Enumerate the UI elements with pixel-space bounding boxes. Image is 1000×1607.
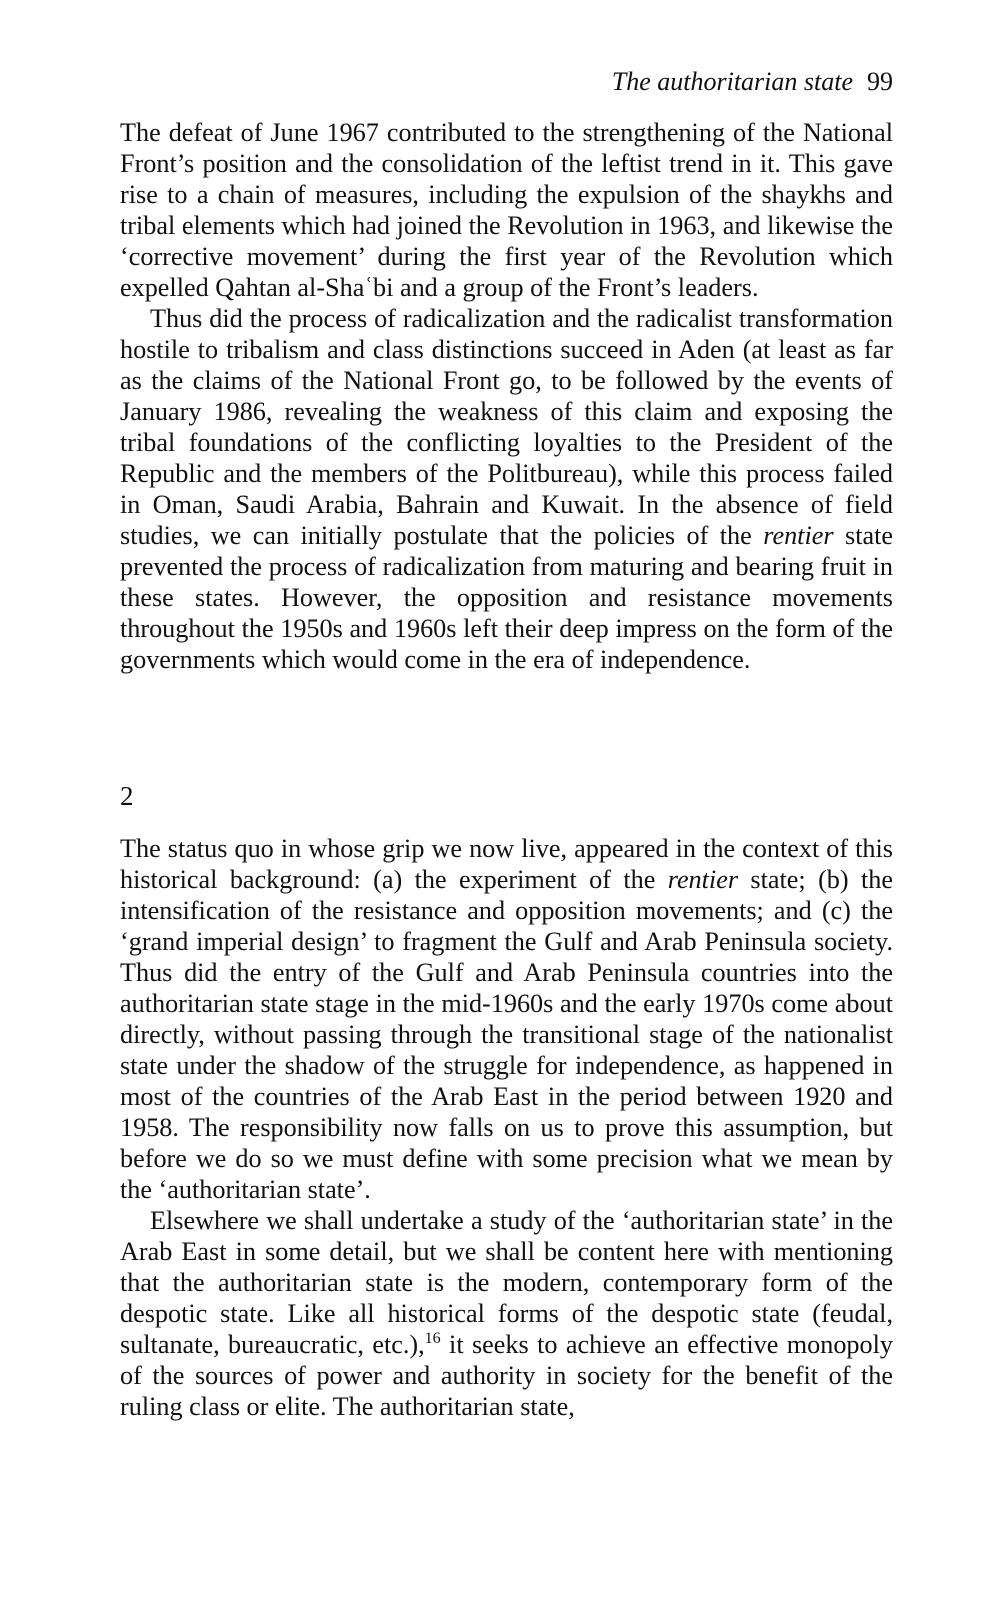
running-header	[120, 66, 893, 98]
text-block-top	[120, 117, 893, 675]
paragraph-text: The defeat of June 1967 contributed to the strengthening of the National Front’s position and the consolidation of the leftist trend in it. This gave rise to a chain of measures, including the expulsion of the shaykhs and tribal elements which had joined the Revolution in 1963, and likewise the ‘corrective movement’ during the first year of the Revolution which expelled Qahtan al-Shaʿbi and a group of the Front’s leaders.	[120, 118, 893, 302]
paragraph	[120, 1205, 893, 1422]
italic-term: rentier	[667, 865, 739, 894]
footnote-reference[interactable]: 16	[424, 1330, 441, 1347]
running-title: The authoritarian state	[611, 67, 853, 96]
page-number: 99	[867, 67, 893, 96]
paragraph-text: it seeks to achieve an effective monopoly of the sources of power and authority in society for the benefit of the ruling class or elite. The authoritarian state,	[120, 1330, 893, 1421]
paragraph-text: Thus did the process of radicalization and the radicalist transformation hostile to tribalism and class distinctions succeed in Aden (at least as far as the claims of the National Front go, to be followed by the events of January 1986, revealing the weakness of this claim and exposing the tribal foundations of the conflicting loyalties to the President of the Republic and the members of the Politbureau), while this process failed in Oman, Saudi Arabia, Bahrain and Kuwait. In the absence of field studies, we can initially postulate that the policies of the	[120, 304, 893, 550]
paragraph	[120, 833, 893, 1205]
paragraph	[120, 117, 893, 303]
paragraph	[120, 303, 893, 675]
section-number: 2	[120, 781, 134, 811]
paragraph-text: The status quo in whose grip we now live, appeared in the context of this historical background: (a) the experiment of the	[120, 834, 893, 894]
paragraph-text: Elsewhere we shall undertake a study of the ‘authoritarian state’ in the Arab East in some detail, but we shall be content here with mentioning that the authoritarian state is the modern, contemporary form of the despotic state. Like all historical forms of the despotic state (feudal, sultanate, bureaucratic, etc.),	[120, 1206, 893, 1359]
text-block-bottom	[120, 833, 893, 1422]
paragraph-text: state; (b) the intensification of the resistance and opposition movements; and (c) the ‘grand imperial design’ to fragment the Gulf and Arab Peninsula society. Thus did the entry of the Gulf and Arab Peninsula countries into the authoritarian state stage in the mid-1960s and the early 1970s come about directly, without passing through the transitional stage of the nationalist state under the shadow of the struggle for independence, as happened in most of the countries of the Arab East in the period between 1920 and 1958. The responsibility now falls on us to prove this assumption, but before we do so we must define with some precision what we mean by the ‘authoritarian state’.	[120, 865, 893, 1204]
paragraph-text: state prevented the process of radicalization from maturing and bearing fruit in these states. However, the opposition and resistance movements throughout the 1950s and 1960s left their deep impress on the form of the governments which would come in the era of independence.	[120, 521, 893, 674]
italic-term: rentier	[763, 521, 834, 550]
